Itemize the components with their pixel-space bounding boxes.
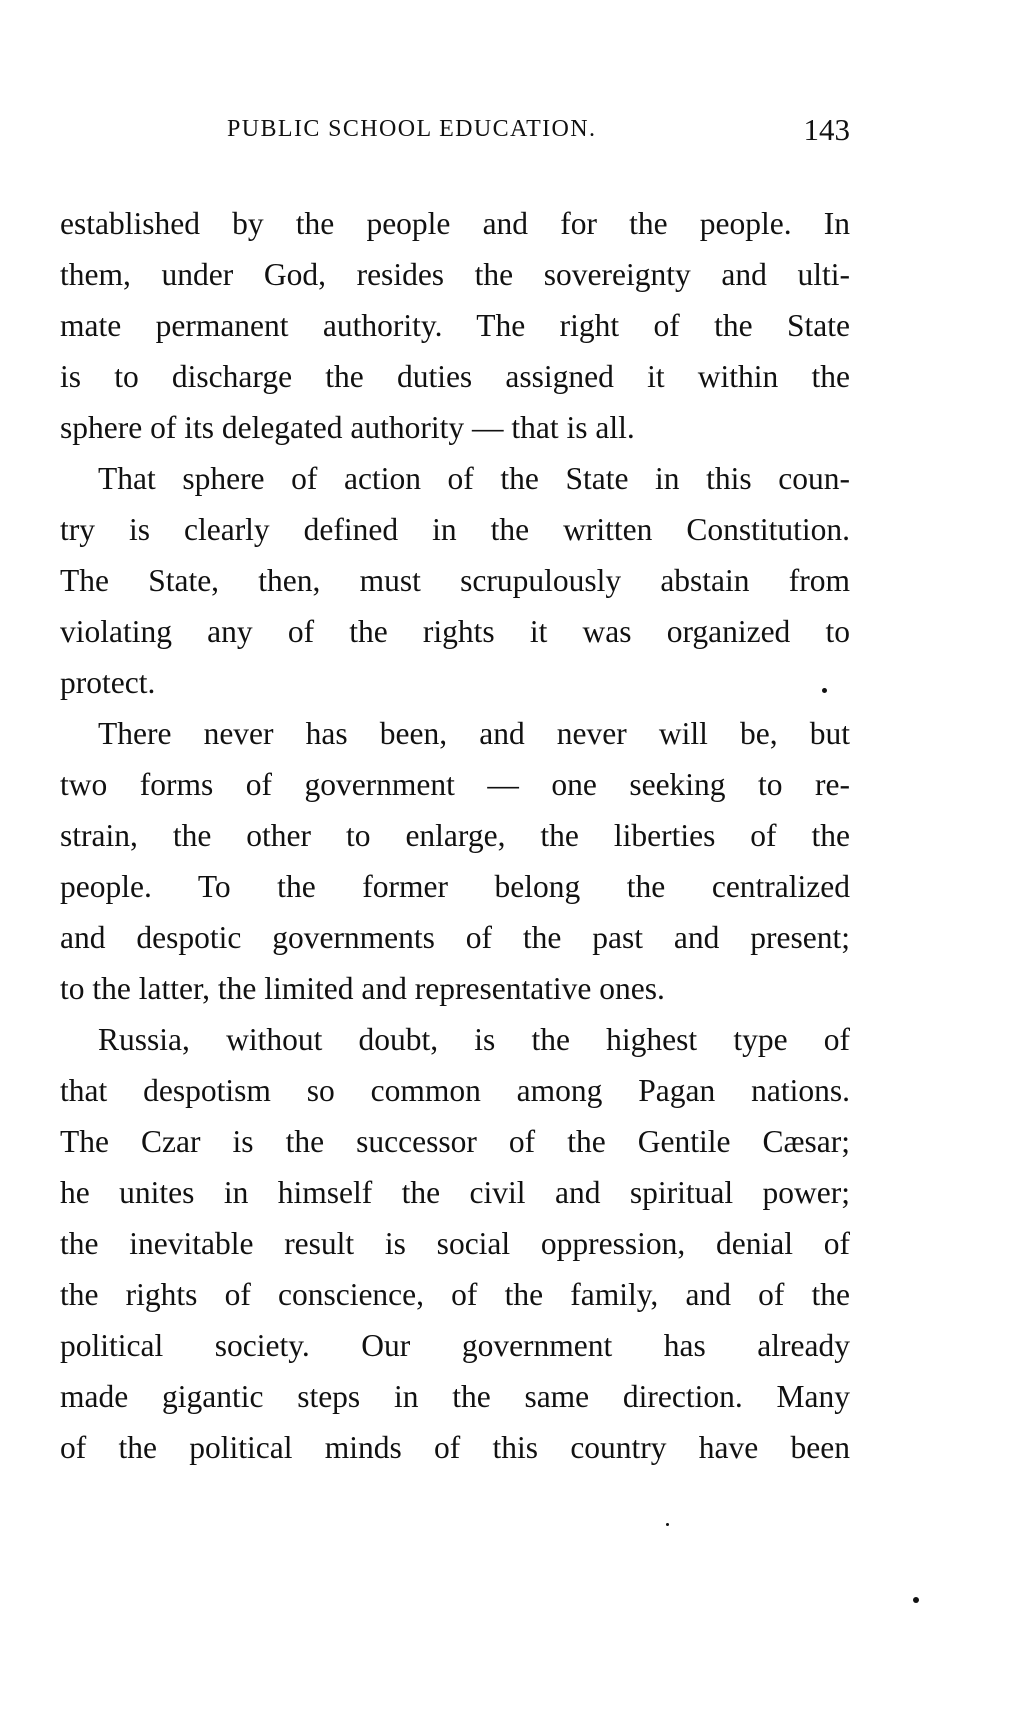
text-line: protect. [60, 665, 156, 700]
ink-speck [822, 688, 827, 693]
text-line: That sphere of action of the State in this coun- [98, 461, 850, 496]
text-line: and despotic governments of the past and present; [60, 920, 850, 955]
text-line: two forms of government — one seeking to re- [60, 767, 850, 802]
text-line: sphere of its delegated authority — that is all. [60, 410, 635, 445]
text-line: he unites in himself the civil and spiritual power; [60, 1175, 850, 1210]
paragraph-1 [60, 198, 850, 453]
text-line: The Czar is the successor of the Gentile Cæsar; [60, 1124, 850, 1159]
text-line: that despotism so common among Pagan nations. [60, 1073, 850, 1108]
text-line: the inevitable result is social oppression, denial of [60, 1226, 850, 1261]
ink-speck [666, 1523, 669, 1526]
text-line: is to discharge the duties assigned it within the [60, 359, 850, 394]
text-line: the rights of conscience, of the family, and of the [60, 1277, 850, 1312]
running-title: PUBLIC SCHOOL EDUCATION. [227, 116, 597, 142]
body-text [60, 198, 850, 1473]
text-line: try is clearly defined in the written Constitution. [60, 512, 850, 547]
text-line: strain, the other to enlarge, the liberties of the [60, 818, 850, 853]
text-line: made gigantic steps in the same direction. Many [60, 1379, 850, 1414]
text-line: violating any of the rights it was organized to [60, 614, 850, 649]
text-line: established by the people and for the people. In [60, 206, 850, 241]
running-head [60, 112, 850, 152]
text-line: There never has been, and never will be, but [98, 716, 850, 751]
page-number: 143 [803, 112, 850, 147]
paragraph-2 [60, 453, 850, 708]
text-line: Russia, without doubt, is the highest type of [98, 1022, 850, 1057]
text-line: The State, then, must scrupulously abstain from [60, 563, 850, 598]
text-line: mate permanent authority. The right of the State [60, 308, 850, 343]
paragraph-3 [60, 708, 850, 1014]
text-line: them, under God, resides the sovereignty and ulti- [60, 257, 850, 292]
text-line: political society. Our government has already [60, 1328, 850, 1363]
paragraph-4 [60, 1014, 850, 1473]
text-line: people. To the former belong the centralized [60, 869, 850, 904]
text-line: to the latter, the limited and representative ones. [60, 971, 665, 1006]
ink-speck [913, 1597, 919, 1603]
text-line: of the political minds of this country have been [60, 1430, 850, 1465]
